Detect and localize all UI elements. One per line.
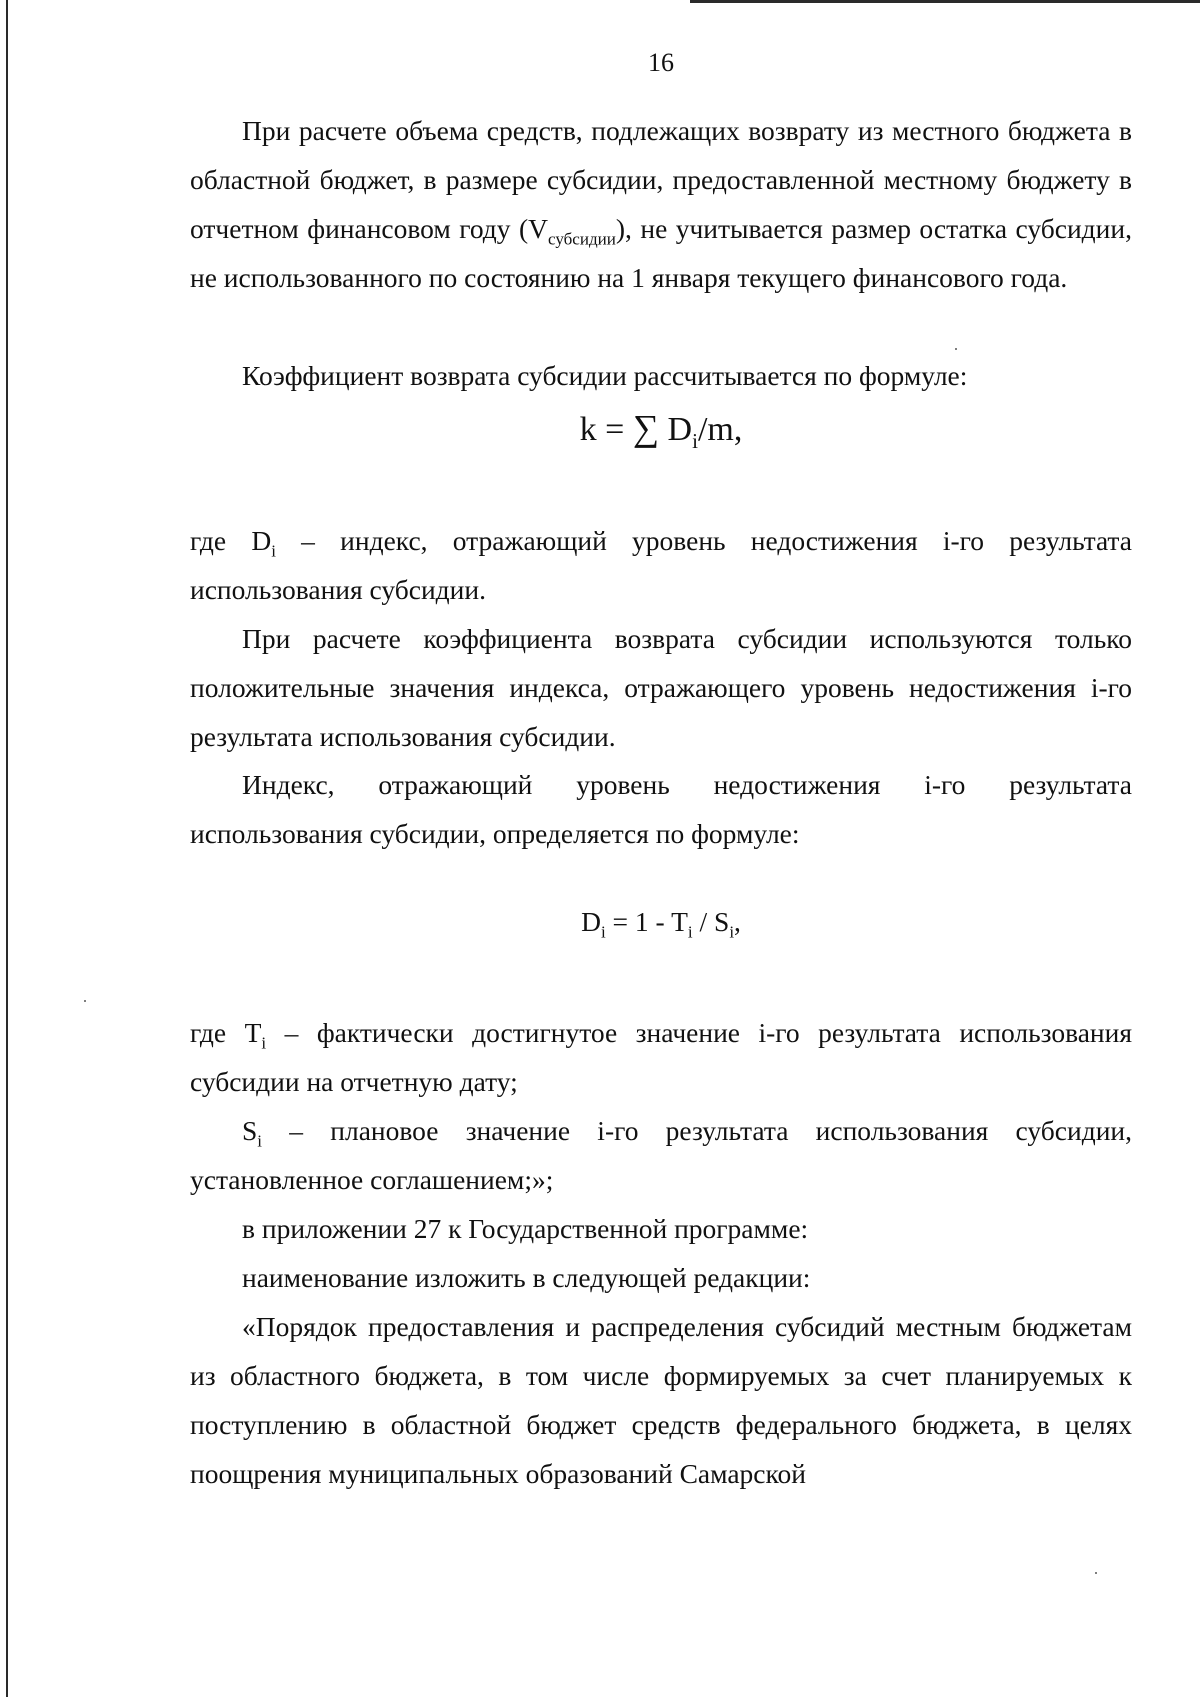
paragraph-rename: наименование изложить в следующей редакции: [242, 1262, 811, 1293]
subscript: i [271, 541, 276, 561]
paragraph-positive-values: При расчете коэффициента возврата субсидии используются только положительные значения индекса, отражающего уровень недостижения i-го результата использования субсидии. [190, 623, 1132, 752]
subscript: i [261, 1033, 267, 1053]
paragraph-si-definition [190, 1106, 1132, 1204]
word: i-го [924, 769, 966, 800]
paragraph-text: S [242, 1115, 258, 1146]
word: Индекс, [242, 769, 335, 800]
subscript: субсидии [548, 229, 616, 249]
formula-text: = 1 - T [605, 906, 688, 937]
paragraph-ti-definition [190, 1008, 1132, 1106]
formula-text: , [734, 906, 741, 937]
word: отражающий [378, 769, 533, 800]
subscript: i [600, 922, 606, 942]
paragraph-index-intro [190, 760, 1132, 858]
scan-speck [955, 348, 957, 350]
paragraph-text: – фактически достигнутое значение i-го результата использования субсидии на отчетную дату; [190, 1017, 1132, 1097]
paragraph-coefficient-intro: Коэффициент возврата субсидии рассчитывается по формуле: [242, 360, 968, 391]
scan-speck [84, 1000, 86, 1002]
scan-edge-top [690, 0, 1200, 3]
word: уровень [576, 769, 670, 800]
sum-symbol: ∑ [632, 407, 660, 448]
paragraph-procedure-title: «Порядок предоставления и распределения субсидий местным бюджетам из областного бюджета, в том числе формируемых за счет планируемых к поступлению в областной бюджет средств федерального бюджета, в целях поощрения муниципальных образований Самарской [190, 1311, 1132, 1489]
word: результата [1009, 769, 1132, 800]
scan-speck [1095, 1572, 1097, 1574]
formula-text: / S [692, 906, 730, 937]
subscript: i [687, 922, 693, 942]
paragraph-text: где T [190, 1017, 262, 1048]
paragraph-text: где D [190, 525, 272, 556]
formula-coefficient [0, 406, 1200, 453]
index-intro-line [242, 760, 1132, 809]
paragraph-appendix-27: в приложении 27 к Государственной программе: [242, 1213, 809, 1244]
scan-edge-left [6, 0, 8, 1697]
paragraph-di-definition [190, 516, 1132, 614]
formula-index [0, 906, 1200, 942]
page-number: 16 [648, 48, 674, 77]
formula-text: k = [579, 411, 633, 448]
paragraph-text: – индекс, отражающий уровень недостижения i-го результата использования субсидии. [190, 525, 1132, 605]
paragraph-text: – плановое значение i-го результата использования субсидии, установленное соглашением;»; [190, 1115, 1132, 1195]
paragraph-text: ), не учитывается размер остатка субсидии, не использованного по состоянию на 1 января текущего финансового года. [190, 213, 1132, 293]
paragraph-remainder-calc [190, 106, 1132, 302]
formula-text: D [581, 906, 601, 937]
word: недостижения [713, 769, 881, 800]
subscript: i [729, 922, 735, 942]
index-intro-line: использования субсидии, определяется по формуле: [190, 818, 800, 849]
formula-text: D [659, 411, 693, 448]
paragraph-text: При расчете объема средств, подлежащих возврату из местного бюджета в областной бюджет, в размере субсидии, предоставленной местному бюджету в отчетном финансовом году (V [190, 115, 1132, 244]
formula-text: /m, [697, 411, 743, 448]
subscript: i [692, 428, 698, 453]
subscript: i [257, 1131, 263, 1151]
